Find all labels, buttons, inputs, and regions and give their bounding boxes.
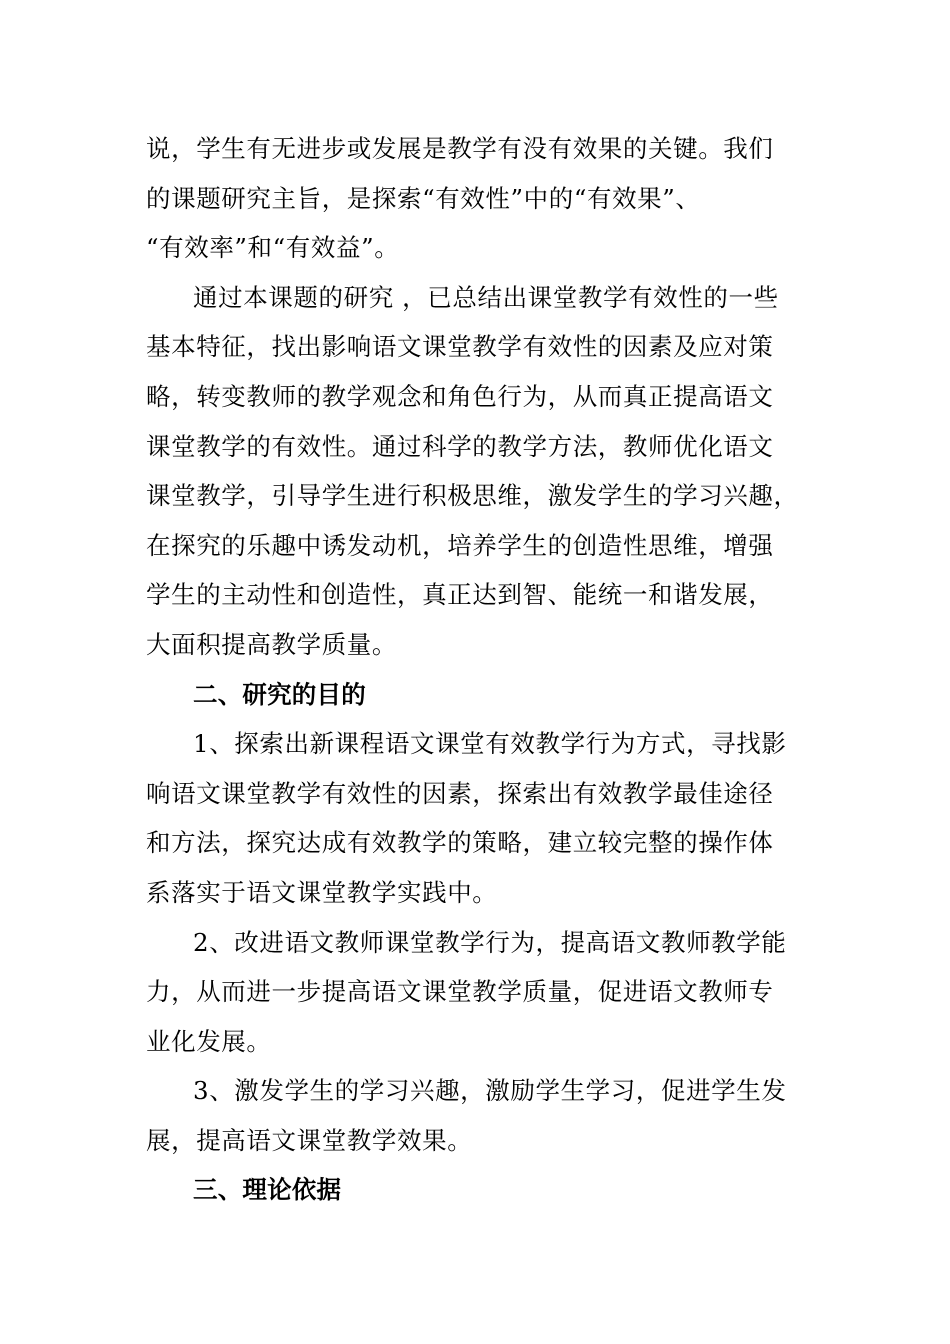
text-line: 1、探索出新课程语文课堂有效教学行为方式，寻找影 [193, 729, 787, 759]
paragraph-purpose-summary [146, 124, 804, 273]
text-line: 大面积提高教学质量。 [146, 629, 397, 659]
text-line: 力，从而进一步提高语文课堂教学质量，促进语文教师专 [146, 977, 774, 1007]
text-line: 课堂教学的有效性。通过科学的教学方法，教师优化语文 [146, 431, 774, 461]
section-heading-research-purpose: 二、研究的目的 [193, 679, 366, 709]
list-item-purpose-2 [146, 918, 804, 1067]
text-line: 和方法，探究达成有效教学的策略，建立较完整的操作体 [146, 828, 774, 858]
text-line: 的课题研究主旨，是探索“有效性”中的“有效果”、 [146, 183, 701, 213]
text-line: 3、激发学生的学习兴趣，激励学生学习，促进学生发 [193, 1076, 787, 1106]
text-line: 基本特征，找出影响语文课堂教学有效性的因素及应对策 [146, 332, 774, 362]
list-item-purpose-3 [146, 1066, 804, 1165]
text-line: 通过本课题的研究 ，已总结出课堂教学有效性的一些 [193, 282, 779, 312]
text-line: 学生的主动性和创造性，真正达到智、能统一和谐发展， [146, 580, 774, 610]
text-line: 响语文课堂教学有效性的因素，探索出有效教学最佳途径 [146, 778, 774, 808]
document-body [146, 124, 804, 1215]
text-line: 2、改进语文教师课堂教学行为，提高语文教师教学能 [193, 927, 787, 957]
section-heading-theoretical-basis: 三、理论依据 [193, 1175, 342, 1205]
text-line: 业化发展。 [146, 1026, 272, 1056]
text-line: 课堂教学，引导学生进行积极思维，激发学生的学习兴趣， [146, 481, 799, 511]
list-item-purpose-1 [146, 719, 804, 917]
text-line: 系落实于语文课堂教学实践中。 [146, 877, 498, 907]
text-line: 略，转变教师的教学观念和角色行为，从而真正提高语文 [146, 381, 774, 411]
paragraph-research-outcomes [146, 273, 804, 670]
text-line: 在探究的乐趣中诱发动机，培养学生的创造性思维，增强 [146, 530, 774, 560]
text-line: 展，提高语文课堂教学效果。 [146, 1125, 473, 1155]
text-line: 说，学生有无进步或发展是教学有没有效果的关键。我们 [146, 134, 774, 163]
text-line: “有效率”和“有效益”。 [146, 233, 400, 263]
